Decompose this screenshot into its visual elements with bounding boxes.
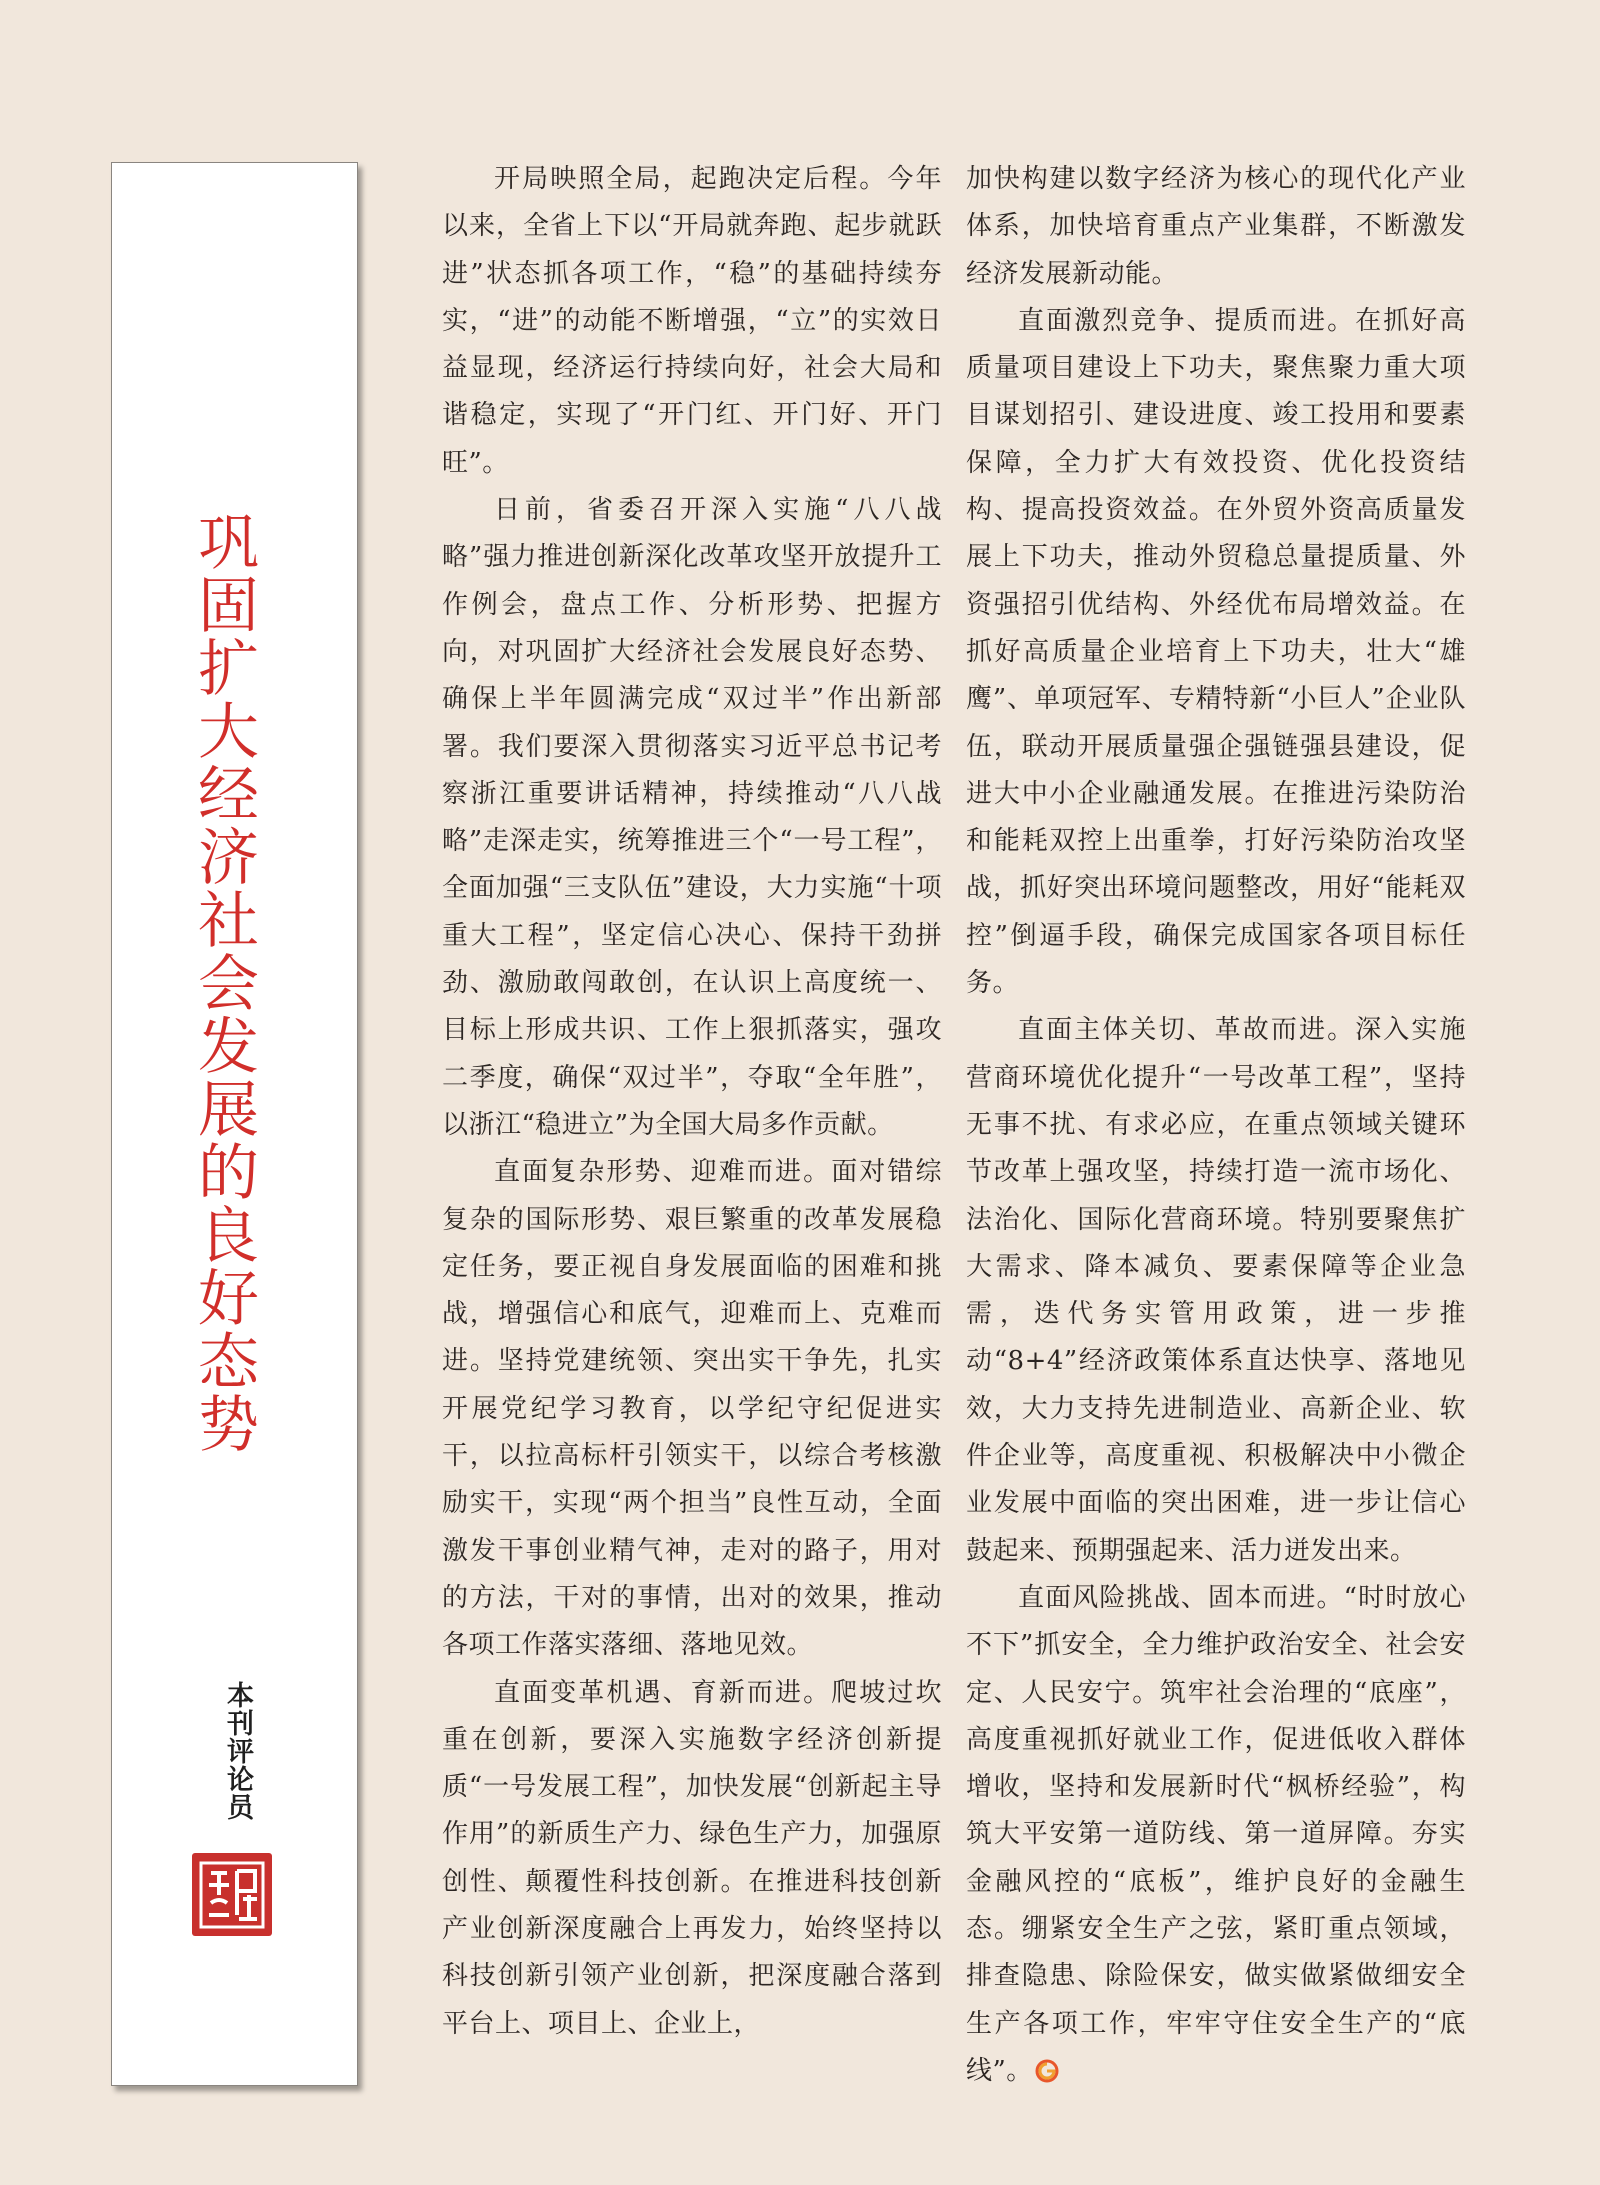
- paragraph-last: [966, 1575, 1466, 2095]
- paragraph: 直面激烈竞争、提质而进。在抓好高质量项目建设上下功夫，聚焦聚力重大项目谋划招引、建设进度、竣工投用和要素保障，全力扩大有效投资、优化投资结构、提高投资效益。在外贸外资高质量发展上下功夫，推动外贸稳总量提质量、外资强招引优结构、外经优布局增效益。在抓好高质量企业培育上下功夫，壮大“雄鹰”、单项冠军、专精特新“小巨人”企业队伍，联动开展质量强企强链强县建设，促进大中小企业融通发展。在推进污染防治和能耗双控上出重拳，打好污染防治攻坚战，抓好突出环境问题整改，用好“能耗双控”倒逼手段，确保完成国家各项目标任务。: [966, 305, 1466, 999]
- body-column-left: [442, 156, 942, 2048]
- article-title: 巩固扩大经济社会发展的良好态势: [188, 510, 259, 1455]
- seal-stamp-icon: [192, 1853, 272, 1936]
- paragraph: 直面变革机遇、育新而进。爬坡过坎重在创新，要深入实施数字经济创新提质“一号发展工程”，加快发展“创新起主导作用”的新质生产力、绿色生产力，加强原创性、颠覆性科技创新。在推进科技创新产业创新深度融合上再发力，始终坚持以科技创新引领产业创新，把深度融合落到平台上、项目上、企业上，: [442, 1677, 942, 2039]
- paragraph: 直面复杂形势、迎难而进。面对错综复杂的国际形势、艰巨繁重的改革发展稳定任务，要正视自身发展面临的困难和挑战，增强信心和底气，迎难而上、克难而进。坚持党建统领、突出实干争先，扎实开展党纪学习教育，以学纪守纪促进实干，以拉高标杆引领实干，以综合考核激励实干，实现“两个担当”良性互动，全面激发干事创业精气神，走对的路子，用对的方法，干对的事情，出对的效果，推动各项工作落实落细、落地见效。: [442, 1157, 942, 1661]
- body-column-right: [966, 156, 1466, 2095]
- paragraph-continued: 加快构建以数字经济为核心的现代化产业体系，加快培育重点产业集群，不断激发经济发展新动能。: [966, 164, 1466, 289]
- seal-stamp-graphic: [197, 1859, 267, 1931]
- paragraph-text: 直面风险挑战、固本而进。“时时放心不下”抓安全，全力维护政治安全、社会安定、人民安宁。筑牢社会治理的“底座”，高度重视抓好就业工作，促进低收入群体增收，坚持和发展新时代“枫桥经验”，构筑大平安第一道防线、第一道屏障。夯实金融风控的“底板”，维护良好的金融生态。绷紧安全生产之弦，紧盯重点领域，排查隐患、除险保安，做实做紧做细安全生产各项工作，牢牢守住安全生产的“底线”。: [966, 1582, 1466, 2086]
- paragraph: 直面主体关切、革故而进。深入实施营商环境优化提升“一号改革工程”，坚持无事不扰、有求必应，在重点领域关键环节改革上强攻坚，持续打造一流市场化、法治化、国际化营商环境。特别要聚焦扩大需求、降本减负、要素保障等企业急需，迭代务实管用政策，进一步推动“8+4”经济政策体系直达快享、落地见效，大力支持先进制造业、高新企业、软件企业等，高度重视、积极解决中小微企业发展中面临的突出困难，进一步让信心鼓起来、预期强起来、活力迸发出来。: [966, 1015, 1466, 1566]
- paragraph: 开局映照全局，起跑决定后程。今年以来，全省上下以“开局就奔跑、起步就跃进”状态抓各项工作，“稳”的基础持续夯实，“进”的动能不断增强，“立”的实效日益显现，经济运行持续向好，社会大局和谐稳定，实现了“开门红、开门好、开门旺”。: [442, 164, 942, 478]
- byline: 本刊评论员: [222, 1681, 253, 1821]
- end-mark-icon: [1035, 2059, 1059, 2083]
- paragraph: 日前，省委召开深入实施“八八战略”强力推进创新深化改革攻坚开放提升工作例会，盘点工作、分析形势、把握方向，对巩固扩大经济社会发展良好态势、确保上半年圆满完成“双过半”作出新部署。我们要深入贯彻落实习近平总书记考察浙江重要讲话精神，持续推动“八八战略”走深走实，统筹推进三个“一号工程”，全面加强“三支队伍”建设，大力实施“十项重大工程”，坚定信心决心、保持干劲拼劲、激励敢闯敢创，在认识上高度统一、目标上形成共识、工作上狠抓落实，强攻二季度，确保“双过半”，夺取“全年胜”，以浙江“稳进立”为全国大局多作贡献。: [442, 495, 942, 1140]
